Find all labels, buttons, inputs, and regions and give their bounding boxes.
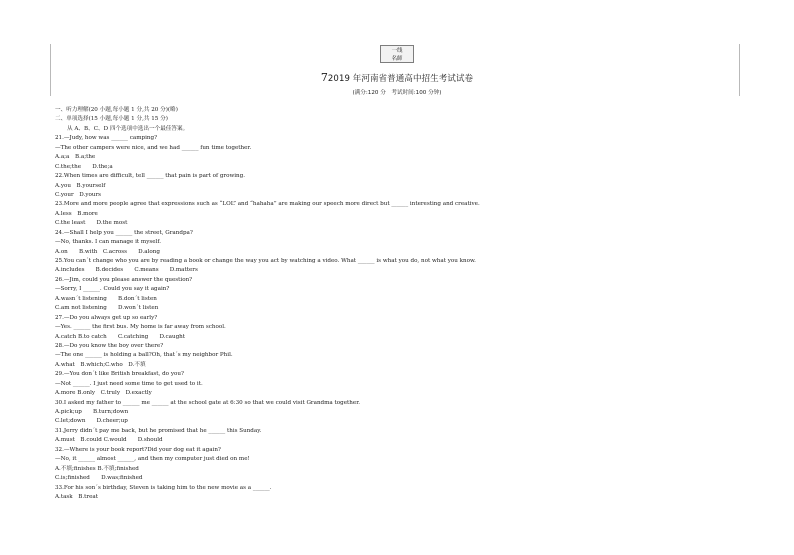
question-23-options: C.the least D.the most	[55, 220, 128, 227]
question-24-options: A.on B.with C.across D.along	[55, 248, 160, 255]
question-33: 33.For his son´s birthday, Steven is taking him to the new movie as a ______.	[55, 484, 272, 491]
question-29-options: A.more B.only C.truly D.exactly	[55, 390, 152, 397]
question-30-options: A.pick;up B.turn;down	[55, 409, 129, 415]
question-24-line: —No, thanks. I can manage it myself.	[55, 239, 161, 246]
question-body	[55, 106, 755, 502]
question-26: 26.—Jim, could you please answer the question?	[55, 276, 193, 283]
question-27-options: A.catch B.to catch C.catching D.caught	[55, 333, 186, 340]
question-30-options: C.let;down D.cheer;up	[55, 418, 128, 425]
question-28: 28.—Do you know the boy over there?	[55, 342, 164, 349]
section-instruction: 从 A、B、C、D 四个选项中选出一个最佳答案。	[67, 125, 189, 132]
question-32-line: —No, it ______ almost ______, and then my computer just died on me!	[55, 456, 250, 463]
question-21-options: A.a;a B.a;the	[55, 154, 96, 161]
question-21: 21.—Judy, how was ______ camping?	[55, 135, 158, 142]
question-30: 30.I asked my father to ______ me ______ at the school gate at 6:30 so that we could visit Grandma together.	[55, 399, 361, 406]
question-22-options: C.your D.yours	[55, 191, 101, 198]
question-28-options: A.what B.which;C.who D.不填	[55, 361, 146, 368]
question-33-options: A.task B.treat	[55, 493, 98, 500]
title-number: 7	[320, 71, 328, 84]
question-29: 29.—You don´t like British breakfast, do you?	[55, 371, 184, 378]
question-28-line: —The one ______ is holding a ball?Oh, that´s my neighbor Phil.	[55, 352, 233, 359]
exam-title	[0, 71, 794, 84]
question-25-options: A.includes B.decides C.means D.matters	[55, 267, 198, 274]
question-23-options: A.less B.more	[55, 210, 98, 217]
question-27: 27.—Do you always get up so early?	[55, 314, 158, 321]
question-31: 31.Jerry didn´t pay me back, but he promised that he ______ this Sunday.	[55, 427, 262, 434]
question-29-line: —Not ______. I just need some time to get used to it.	[55, 380, 203, 387]
question-27-line: —Yes. ______ the first bus. My home is far away from school.	[55, 324, 226, 331]
question-26-options: A.wasn´t listening B.don´t listen	[55, 295, 157, 302]
question-22: 22.When times are difficult, tell ______ that pain is part of growing.	[55, 173, 245, 180]
section-1-heading: 一、听力理解(20 小题,每小题 1 分,共 20 分)(略)	[55, 107, 178, 113]
question-25: 25.You can´t change who you are by reading a book or change the way you act by watching a video. What ______ is what you do, not what you know.	[55, 258, 476, 264]
stamp-line-1: 一线	[391, 48, 403, 54]
question-32-options: A.不填;finishes B.不填;finished	[55, 465, 139, 472]
question-26-options: C.am not listening D.won´t listen	[55, 305, 159, 312]
question-21-options: C.the;the D.the;a	[55, 163, 113, 170]
question-24: 24.—Shall I help you ______ the street, Grandpa?	[55, 229, 193, 236]
title-text: 2019 年河南省普通高中招生考试试卷	[327, 74, 474, 84]
section-2-heading: 二、单项选择(15 小题,每小题 1 分,共 15 分)	[55, 116, 168, 123]
question-32: 32.—Where is your book report?Did your dog eat it again?	[55, 446, 221, 453]
exam-subtitle: (满分:120 分 考试时间:100 分钟)	[352, 90, 442, 96]
question-21-line: —The other campers were nice, and we had ______ fun time together.	[55, 144, 252, 151]
question-26-line: —Sorry, I ______. Could you say it again?	[55, 286, 170, 293]
stamp-line-2: 名師	[391, 56, 403, 62]
question-32-options: C.is;finished D.was;finished	[55, 475, 143, 482]
brand-stamp	[380, 45, 414, 63]
question-23: 23.More and more people agree that expressions such as “LOL” and “hahaha” are making our speech more direct but ______ interesting and creative.	[55, 201, 480, 208]
question-22-options: A.you B.yourself	[55, 182, 106, 189]
question-31-options: A.must B.could C.would D.should	[55, 437, 163, 444]
